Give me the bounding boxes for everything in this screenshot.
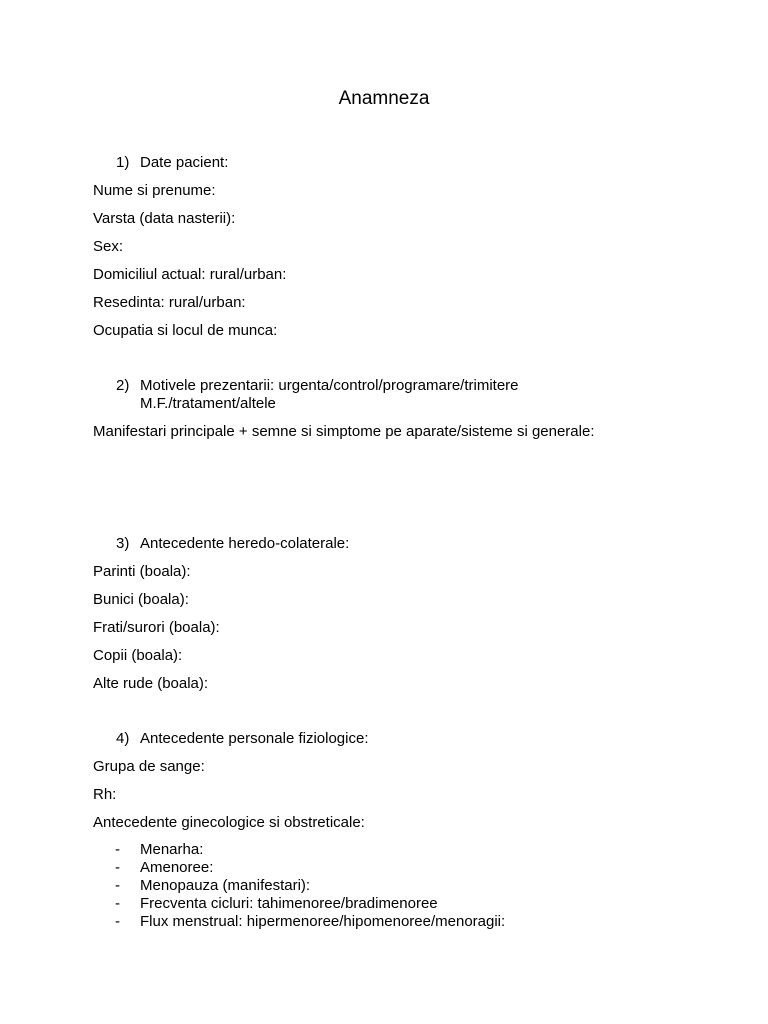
field-sex: Sex: <box>93 238 124 255</box>
section-4-heading: Antecedente personale fiziologice: <box>140 730 369 747</box>
field-ocupatia: Ocupatia si locul de munca: <box>93 322 278 339</box>
document-title: Anamneza <box>338 88 430 109</box>
field-varsta: Varsta (data nasterii): <box>93 210 236 227</box>
field-antecedente-ginecologice: Antecedente ginecologice si obstreticale: <box>93 814 365 831</box>
section-3-heading: Antecedente heredo-colaterale: <box>140 535 350 552</box>
field-parinti: Parinti (boala): <box>93 563 191 580</box>
section-1-number: 1) <box>116 154 130 171</box>
field-manifestari: Manifestari principale + semne si simptome pe aparate/sisteme si generale: <box>93 423 595 440</box>
field-frati-surori: Frati/surori (boala): <box>93 619 220 636</box>
section-1-heading: Date pacient: <box>140 154 229 171</box>
bullet-dash: - <box>115 877 120 894</box>
field-copii: Copii (boala): <box>93 647 183 664</box>
field-alte-rude: Alte rude (boala): <box>93 675 209 692</box>
section-3-number: 3) <box>116 535 130 552</box>
section-2-number: 2) <box>116 377 130 394</box>
bullet-amenoree: Amenoree: <box>140 859 214 876</box>
bullet-dash: - <box>115 913 120 930</box>
bullet-menopauza: Menopauza (manifestari): <box>140 877 311 894</box>
field-grupa-sange: Grupa de sange: <box>93 758 205 775</box>
section-2-heading-line2: M.F./tratament/altele <box>140 395 276 412</box>
section-2-heading-line1: Motivele prezentarii: urgenta/control/programare/trimitere <box>140 377 519 394</box>
field-bunici: Bunici (boala): <box>93 591 189 608</box>
field-rh: Rh: <box>93 786 117 803</box>
bullet-dash: - <box>115 895 120 912</box>
field-nume-prenume: Nume si prenume: <box>93 182 216 199</box>
bullet-dash: - <box>115 841 120 858</box>
field-resedinta: Resedinta: rural/urban: <box>93 294 246 311</box>
bullet-flux-menstrual: Flux menstrual: hipermenoree/hipomenoree/menoragii: <box>140 913 506 930</box>
bullet-menarha: Menarha: <box>140 841 204 858</box>
bullet-dash: - <box>115 859 120 876</box>
field-domiciliu: Domiciliul actual: rural/urban: <box>93 266 287 283</box>
section-4-number: 4) <box>116 730 130 747</box>
bullet-frecventa: Frecventa cicluri: tahimenoree/bradimenoree <box>140 895 438 912</box>
